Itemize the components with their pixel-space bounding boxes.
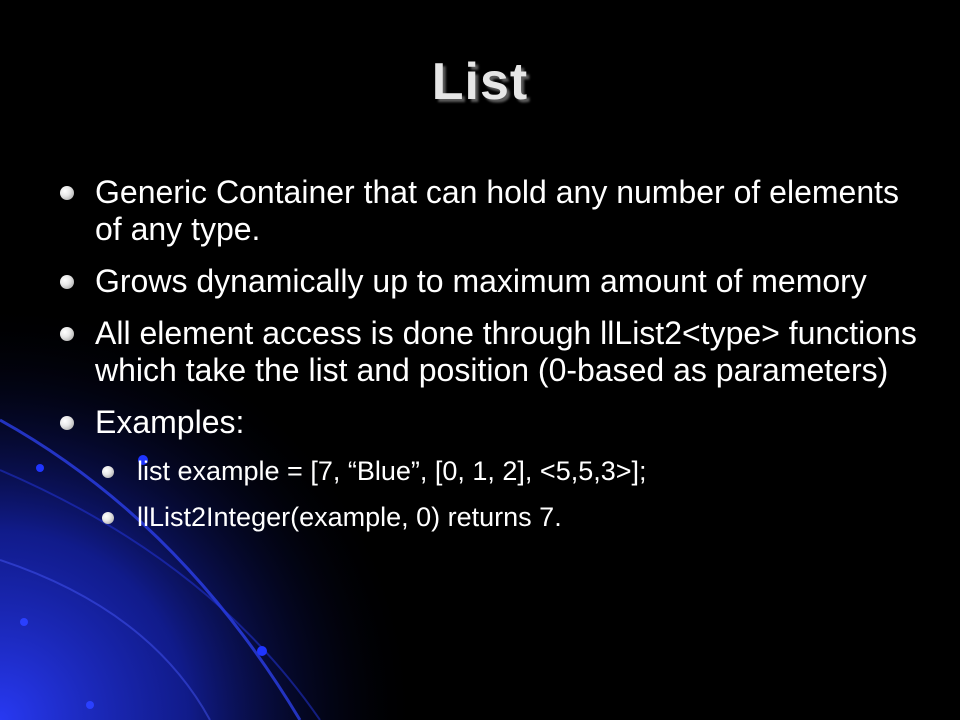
sub-bullet-item — [102, 502, 920, 533]
bullet-text: All element access is done through llList2<type> functions which take the list and position (0-based as parameters) — [95, 315, 917, 388]
sub-bullet-item — [102, 456, 920, 487]
bullet-dot-icon — [60, 327, 74, 341]
bullet-item — [60, 404, 920, 441]
bullet-dot-icon — [60, 275, 74, 289]
bullet-item — [60, 263, 920, 300]
blue-dot — [20, 618, 28, 626]
blue-dot — [257, 646, 267, 656]
bullet-text: Generic Container that can hold any number of elements of any type. — [95, 174, 900, 247]
bullet-dot-icon — [102, 512, 114, 524]
sub-bullet-text: llList2Integer(example, 0) returns 7. — [137, 502, 562, 532]
bullet-item — [60, 174, 920, 248]
bullet-text: Grows dynamically up to maximum amount of memory — [95, 263, 867, 299]
bullet-list — [60, 174, 920, 548]
blue-dot — [86, 701, 94, 709]
bullet-dot-icon — [102, 466, 114, 478]
bullet-item — [60, 315, 920, 389]
slide-title: List — [431, 53, 529, 111]
bullet-dot-icon — [60, 416, 74, 430]
sub-bullet-text: list example = [7, “Blue”, [0, 1, 2], <5,5,3>]; — [137, 456, 647, 486]
bullet-dot-icon — [60, 186, 74, 200]
blue-dot — [36, 464, 44, 472]
bullet-text: Examples: — [95, 404, 245, 440]
